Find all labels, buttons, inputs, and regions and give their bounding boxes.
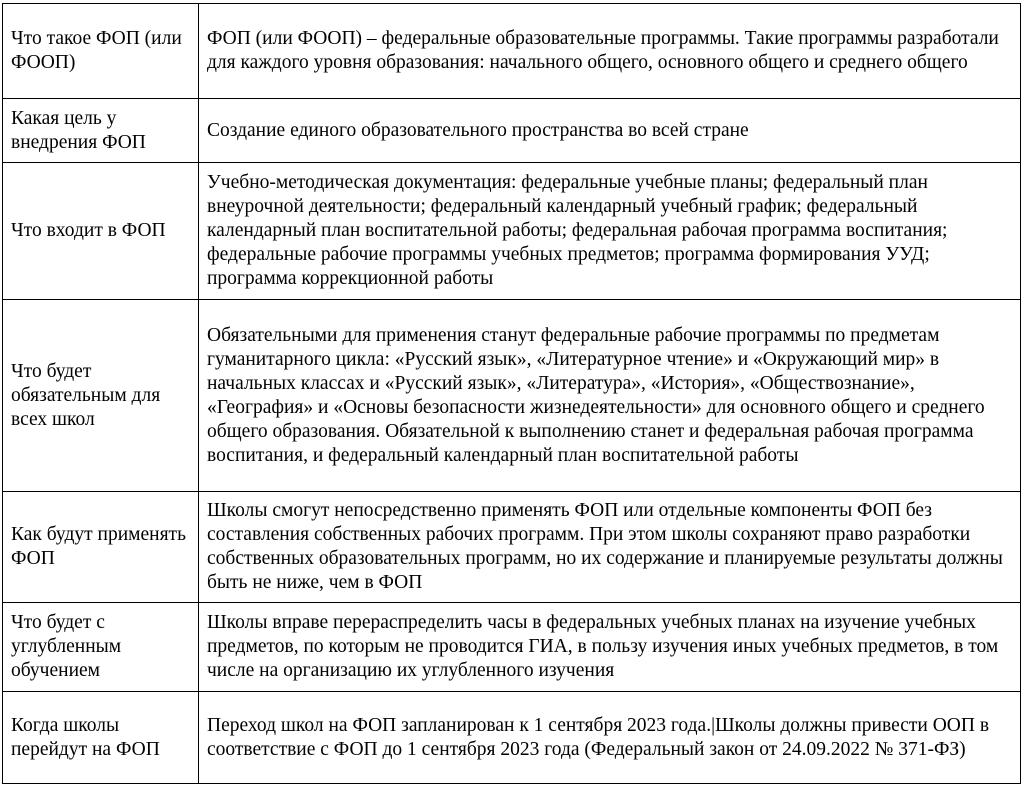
answer-cell: Создание единого образовательного пространства во всей стране (199, 99, 1021, 163)
answer-cell: Обязательными для применения станут федеральные рабочие программы по предметам гуманитарного цикла: «Русский язык», «Литературное чтение» и «Окружающий мир» в начальных классах и «Русский язык», «Литература», «История», «Обществознание», «География» и «Основы безопасности жизнедеятельности» для основного общего и среднего общего образования. Обязательной к выполнению станет и федеральная рабочая программа воспитания, и федеральный календарный план воспитательной работы (199, 300, 1021, 492)
table-row (3, 163, 1021, 300)
question-cell: Что такое ФОП (или ФООП) (3, 4, 199, 99)
question-cell: Как будут применять ФОП (3, 492, 199, 603)
answer-cell: Учебно-методическая документация: федеральные учебные планы; федеральный план внеурочной деятельности; федеральный календарный учебный график; федеральный календарный план воспитательной работы; федеральная рабочая программа воспитания; федеральные рабочие программы учебных предметов; программа формирования УУД; программа коррекционной работы (199, 163, 1021, 300)
answer-cell: Школы вправе перераспределить часы в федеральных учебных планах на изучение учебных предметов, по которым не проводится ГИА, в пользу изучения иных учебных предметов, в том числе на организацию их углубленного изучения (199, 603, 1021, 692)
table-row (3, 99, 1021, 163)
question-cell: Что будет с углубленным обучением (3, 603, 199, 692)
question-cell: Что будет обязательным для всех школ (3, 300, 199, 492)
answer-cell: ФОП (или ФООП) – федеральные образовательные программы. Такие программы разработали для каждого уровня образования: начального общего, основного общего и среднего общего (199, 4, 1021, 99)
question-cell: Что входит в ФОП (3, 163, 199, 300)
answer-cell: Переход школ на ФОП запланирован к 1 сентября 2023 года.|Школы должны привести ООП в соответствие с ФОП до 1 сентября 2023 года (Федеральный закон от 24.09.2022 № 371-ФЗ) (199, 692, 1021, 784)
table-row (3, 603, 1021, 692)
table-row (3, 692, 1021, 784)
table-row (3, 4, 1021, 99)
question-cell: Какая цель у внедрения ФОП (3, 99, 199, 163)
table-row (3, 300, 1021, 492)
table-row (3, 492, 1021, 603)
answer-cell: Школы смогут непосредственно применять ФОП или отдельные компоненты ФОП без составления собственных рабочих программ. При этом школы сохраняют право разработки собственных образовательных программ, но их содержание и планируемые результаты должны быть не ниже, чем в ФОП (199, 492, 1021, 603)
question-cell: Когда школы перейдут на ФОП (3, 692, 199, 784)
fop-info-table (2, 3, 1021, 784)
